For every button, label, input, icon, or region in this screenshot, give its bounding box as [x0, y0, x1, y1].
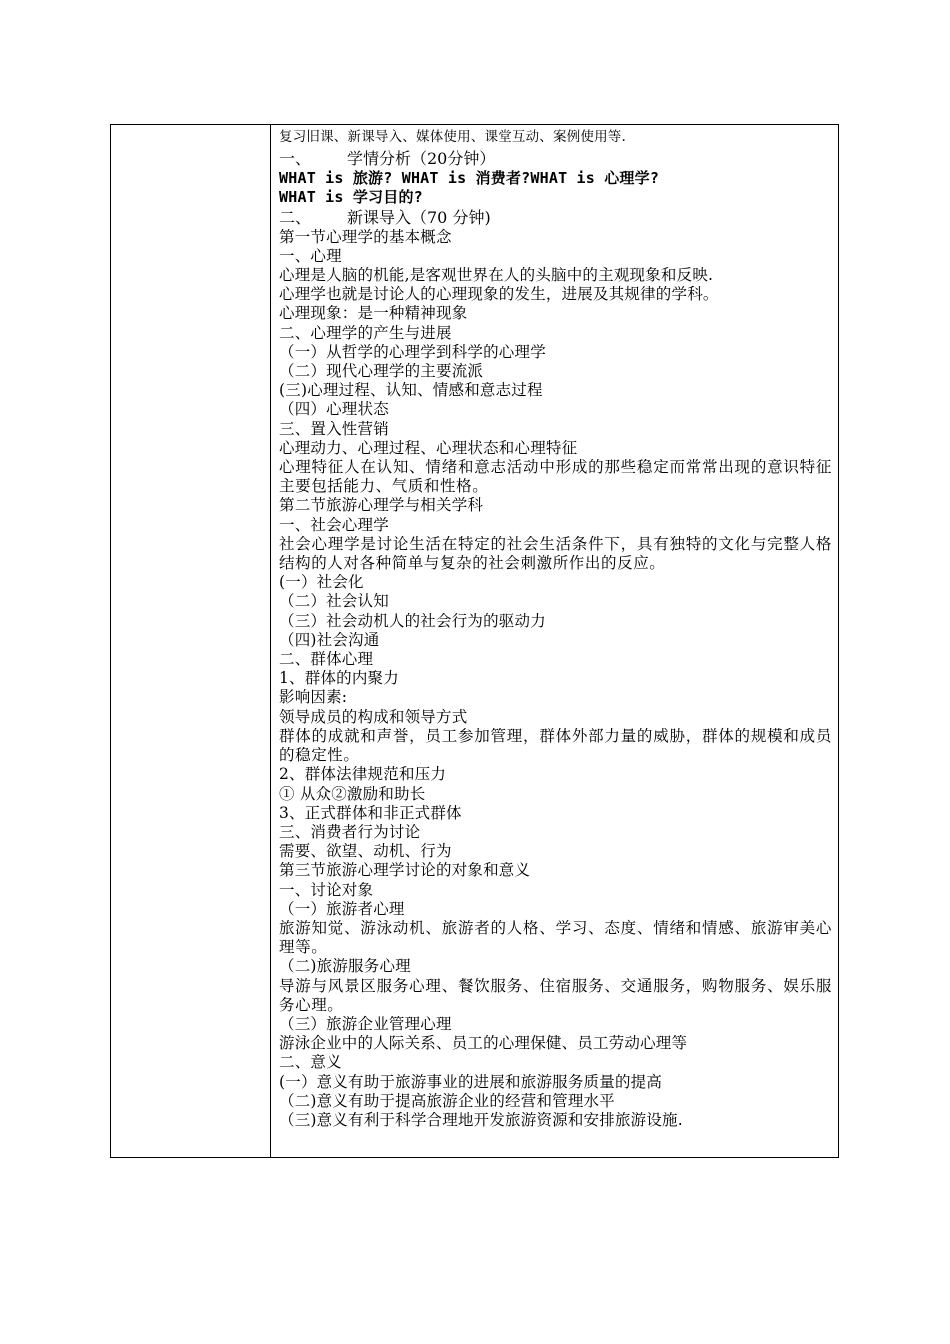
text-paragraph: 导游与风景区服务心理、餐饮服务、住宿服务、交通服务，购物服务、娱乐服务心理。: [279, 976, 832, 1014]
text-line: （二）社会认知: [279, 592, 389, 611]
left-cell: [111, 125, 271, 1157]
content-cell: [279, 125, 832, 1157]
intro-line: 复习旧课、新课导入、媒体使用、课堂互动、案例使用等.: [279, 129, 626, 145]
question-line: WHAT is 学习目的?: [279, 188, 423, 207]
text-line: 心理现象：是一种精神现象: [279, 304, 468, 323]
text-line: 一、社会心理学: [279, 515, 389, 534]
text-line: 三、置入性营销: [279, 419, 389, 438]
text-line: 游泳企业中的人际关系、员工的心理保健、员工劳动心理等: [279, 1034, 688, 1053]
text-line: 需要、欲望、动机、行为: [279, 842, 452, 861]
text-paragraph: 群体的成就和声誉，员工参加管理，群体外部力量的威胁，群体的规模和成员的稳定性。: [279, 726, 832, 765]
text-line: 二、意义: [279, 1053, 342, 1072]
text-line: 第三节旅游心理学讨论的对象和意义: [279, 861, 531, 880]
text-line: 一、心理: [279, 246, 342, 265]
text-line: 二、心理学的产生与进展: [279, 323, 452, 342]
text-line: (一）意义有助于旅游事业的进展和旅游服务质量的提高: [279, 1072, 663, 1091]
section-title: 学情分析（20分钟）: [347, 149, 496, 169]
text-line: 第二节旅游心理学与相关学科: [279, 496, 484, 515]
section-number: 一、: [279, 149, 312, 169]
text-paragraph: 旅游知觉、游泳动机、旅游者的人格、学习、态度、情绪和情感、旅游审美心理等。: [279, 918, 832, 957]
text-line: 心理学也就是讨论人的心理现象的发生，进展及其规律的学科。: [279, 285, 719, 304]
text-line: （三）社会动机人的社会行为的驱动力: [279, 611, 546, 630]
text-line: 心理动力、心理过程、心理状态和心理特征: [279, 438, 578, 457]
text-line: (一）社会化: [279, 573, 364, 592]
text-line: （一）从哲学的心理学到科学的心理学: [279, 342, 546, 361]
text-line: （二)意义有助于提高旅游企业的经营和管理水平: [279, 1091, 615, 1110]
text-line: （二)旅游服务心理: [279, 957, 411, 976]
text-line: 三、消费者行为讨论: [279, 822, 421, 841]
text-paragraph: 心理特征人在认知、情绪和意志活动中形成的那些稳定而常常出现的意识特征主要包括能力、气质和性格。: [279, 458, 832, 496]
text-line: （二）现代心理学的主要流派: [279, 362, 484, 381]
text-line: 领导成员的构成和领导方式: [279, 707, 468, 726]
question-line: WHAT is 旅游? WHAT is 消费者?WHAT is 心理学?: [279, 169, 660, 188]
text-line: 第一节心理学的基本概念: [279, 227, 452, 246]
text-line: （三）旅游企业管理心理: [279, 1014, 452, 1033]
text-line: 1、群体的内聚力: [279, 669, 399, 688]
text-line: ① 从众②激励和助长: [279, 784, 426, 803]
text-line: （四)社会沟通: [279, 630, 380, 649]
text-line: （一）旅游者心理: [279, 899, 405, 918]
section-heading: [279, 149, 832, 169]
section-number: 二、: [279, 207, 312, 227]
text-line: (三)心理过程、认知、情感和意志过程: [279, 381, 543, 400]
text-line: 3、正式群体和非正式群体: [279, 803, 462, 822]
text-line: 一、讨论对象: [279, 880, 374, 899]
text-line: 心理是人脑的机能,是客观世界在人的头脑中的主观现象和反映.: [279, 266, 714, 285]
text-line: 2、群体法律规范和压力: [279, 765, 447, 784]
text-line: 二、群体心理: [279, 650, 374, 669]
text-line: （四）心理状态: [279, 400, 389, 419]
lesson-table: [110, 124, 839, 1158]
text-line: （三)意义有利于科学合理地开发旅游资源和安排旅游设施.: [279, 1110, 683, 1129]
section-title: 新课导入（70 分钟): [347, 207, 491, 227]
text-line: 影响因素:: [279, 688, 348, 707]
section-heading: [279, 208, 832, 228]
text-paragraph: 社会心理学是讨论生活在特定的社会生活条件下，具有独特的文化与完整人格结构的人对各种简单与复杂的社会刺激所作出的反应。: [279, 534, 832, 573]
